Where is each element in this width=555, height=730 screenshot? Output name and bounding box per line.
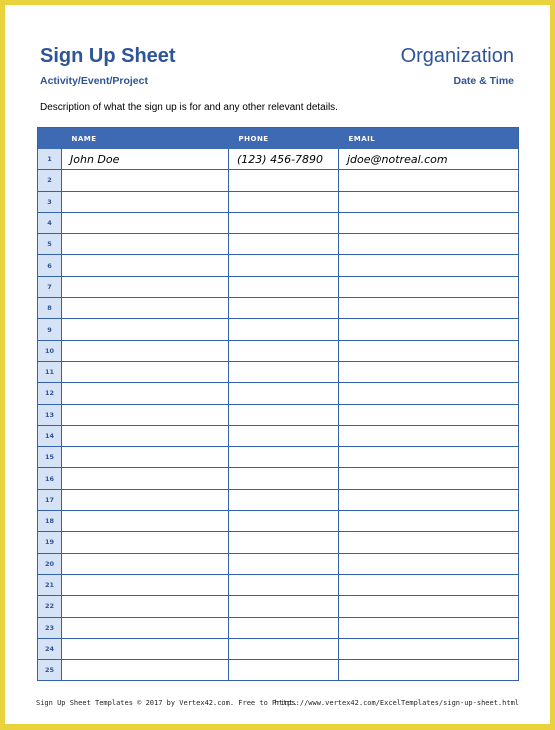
phone-cell[interactable] <box>229 319 339 340</box>
name-cell[interactable] <box>62 447 229 468</box>
document-page <box>5 5 550 724</box>
row-number-cell: 3 <box>38 191 62 212</box>
table-row <box>38 574 519 595</box>
email-cell[interactable] <box>339 255 519 276</box>
phone-cell[interactable] <box>229 383 339 404</box>
table-row <box>38 298 519 319</box>
name-cell[interactable] <box>62 511 229 532</box>
row-number-cell: 15 <box>38 447 62 468</box>
footer-copyright: Sign Up Sheet Templates © 2017 by Vertex42.com. Free to Print. <box>36 699 298 707</box>
name-cell[interactable] <box>62 638 229 659</box>
table-row <box>38 532 519 553</box>
row-number-cell: 7 <box>38 276 62 297</box>
row-number-cell: 6 <box>38 255 62 276</box>
phone-cell[interactable] <box>229 468 339 489</box>
table-row <box>38 468 519 489</box>
row-number-cell: 4 <box>38 212 62 233</box>
table-row <box>38 212 519 233</box>
name-cell[interactable] <box>62 425 229 446</box>
name-cell[interactable] <box>62 553 229 574</box>
table-row <box>38 340 519 361</box>
name-cell[interactable] <box>62 276 229 297</box>
phone-cell[interactable] <box>229 617 339 638</box>
footer-url[interactable]: https://www.vertex42.com/ExcelTemplates/sign-up-sheet.html <box>274 699 519 707</box>
row-number-cell: 19 <box>38 532 62 553</box>
email-cell[interactable] <box>339 574 519 595</box>
phone-cell[interactable] <box>229 404 339 425</box>
table-row <box>38 596 519 617</box>
email-cell[interactable] <box>339 468 519 489</box>
row-number-cell: 18 <box>38 511 62 532</box>
phone-cell[interactable] <box>229 276 339 297</box>
email-cell[interactable] <box>339 511 519 532</box>
table-row <box>38 660 519 681</box>
phone-cell[interactable] <box>229 489 339 510</box>
table-row <box>38 191 519 212</box>
name-column-header: NAME <box>62 128 229 150</box>
datetime-label: Date & Time <box>453 75 514 87</box>
row-number-cell: 23 <box>38 617 62 638</box>
row-number-cell: 12 <box>38 383 62 404</box>
name-cell[interactable] <box>62 298 229 319</box>
name-cell[interactable] <box>62 212 229 233</box>
row-number-cell: 21 <box>38 574 62 595</box>
name-cell[interactable] <box>62 191 229 212</box>
table-row <box>38 425 519 446</box>
organization-label: Organization <box>400 45 514 67</box>
email-cell[interactable] <box>339 489 519 510</box>
table-row <box>38 489 519 510</box>
row-number-cell: 8 <box>38 298 62 319</box>
name-cell[interactable] <box>62 234 229 255</box>
table-row <box>38 361 519 382</box>
row-number-cell: 14 <box>38 425 62 446</box>
email-cell[interactable]: jdoe@notreal.com <box>339 149 519 170</box>
phone-cell[interactable] <box>229 212 339 233</box>
row-number-cell: 11 <box>38 361 62 382</box>
phone-cell[interactable] <box>229 425 339 446</box>
name-cell[interactable] <box>62 660 229 681</box>
email-cell[interactable] <box>339 170 519 191</box>
table-row <box>38 234 519 255</box>
row-number-cell: 24 <box>38 638 62 659</box>
name-cell[interactable] <box>62 574 229 595</box>
table-row <box>38 319 519 340</box>
phone-cell[interactable] <box>229 340 339 361</box>
phone-cell[interactable] <box>229 170 339 191</box>
phone-cell[interactable] <box>229 255 339 276</box>
email-cell[interactable] <box>339 212 519 233</box>
name-cell[interactable] <box>62 468 229 489</box>
email-cell[interactable] <box>339 383 519 404</box>
email-cell[interactable] <box>339 404 519 425</box>
row-number-cell: 10 <box>38 340 62 361</box>
table-row <box>38 553 519 574</box>
phone-cell[interactable] <box>229 574 339 595</box>
phone-cell[interactable] <box>229 447 339 468</box>
email-column-header: EMAIL <box>339 128 519 150</box>
phone-cell[interactable] <box>229 234 339 255</box>
number-column-header <box>38 128 62 150</box>
row-number-cell: 20 <box>38 553 62 574</box>
email-cell[interactable] <box>339 596 519 617</box>
sheet-title: Sign Up Sheet <box>40 45 176 67</box>
table-row <box>38 149 519 170</box>
table-row <box>38 404 519 425</box>
email-cell[interactable] <box>339 638 519 659</box>
email-cell[interactable] <box>339 234 519 255</box>
phone-cell[interactable] <box>229 511 339 532</box>
table-row <box>38 255 519 276</box>
name-cell[interactable] <box>62 532 229 553</box>
name-cell[interactable] <box>62 255 229 276</box>
email-cell[interactable] <box>339 447 519 468</box>
email-cell[interactable] <box>339 553 519 574</box>
email-cell[interactable] <box>339 276 519 297</box>
name-cell[interactable] <box>62 617 229 638</box>
row-number-cell: 9 <box>38 319 62 340</box>
email-cell[interactable] <box>339 660 519 681</box>
phone-cell[interactable]: (123) 456-7890 <box>229 149 339 170</box>
table-row <box>38 276 519 297</box>
email-cell[interactable] <box>339 319 519 340</box>
name-cell[interactable] <box>62 383 229 404</box>
phone-cell[interactable] <box>229 532 339 553</box>
table-header-row <box>38 128 519 150</box>
phone-column-header: PHONE <box>229 128 339 150</box>
phone-cell[interactable] <box>229 298 339 319</box>
name-cell[interactable] <box>62 404 229 425</box>
email-cell[interactable] <box>339 340 519 361</box>
table-row <box>38 617 519 638</box>
row-number-cell: 17 <box>38 489 62 510</box>
name-cell[interactable] <box>62 361 229 382</box>
name-cell[interactable] <box>62 489 229 510</box>
phone-cell[interactable] <box>229 553 339 574</box>
row-number-cell: 16 <box>38 468 62 489</box>
email-cell[interactable] <box>339 617 519 638</box>
row-number-cell: 13 <box>38 404 62 425</box>
row-number-cell: 2 <box>38 170 62 191</box>
table-row <box>38 638 519 659</box>
name-cell[interactable] <box>62 596 229 617</box>
phone-cell[interactable] <box>229 660 339 681</box>
name-cell[interactable] <box>62 319 229 340</box>
table-row <box>38 511 519 532</box>
phone-cell[interactable] <box>229 361 339 382</box>
description-text: Description of what the sign up is for and any other relevant details. <box>40 102 338 113</box>
email-cell[interactable] <box>339 361 519 382</box>
email-cell[interactable] <box>339 532 519 553</box>
name-cell[interactable]: John Doe <box>62 149 229 170</box>
name-cell[interactable] <box>62 170 229 191</box>
table-row <box>38 447 519 468</box>
email-cell[interactable] <box>339 425 519 446</box>
phone-cell[interactable] <box>229 191 339 212</box>
phone-cell[interactable] <box>229 596 339 617</box>
phone-cell[interactable] <box>229 638 339 659</box>
row-number-cell: 5 <box>38 234 62 255</box>
name-cell[interactable] <box>62 340 229 361</box>
email-cell[interactable] <box>339 298 519 319</box>
activity-label: Activity/Event/Project <box>40 75 148 87</box>
row-number-cell: 25 <box>38 660 62 681</box>
row-number-cell: 1 <box>38 149 62 170</box>
table-row <box>38 383 519 404</box>
email-cell[interactable] <box>339 191 519 212</box>
signup-table <box>37 127 519 681</box>
table-row <box>38 170 519 191</box>
row-number-cell: 22 <box>38 596 62 617</box>
